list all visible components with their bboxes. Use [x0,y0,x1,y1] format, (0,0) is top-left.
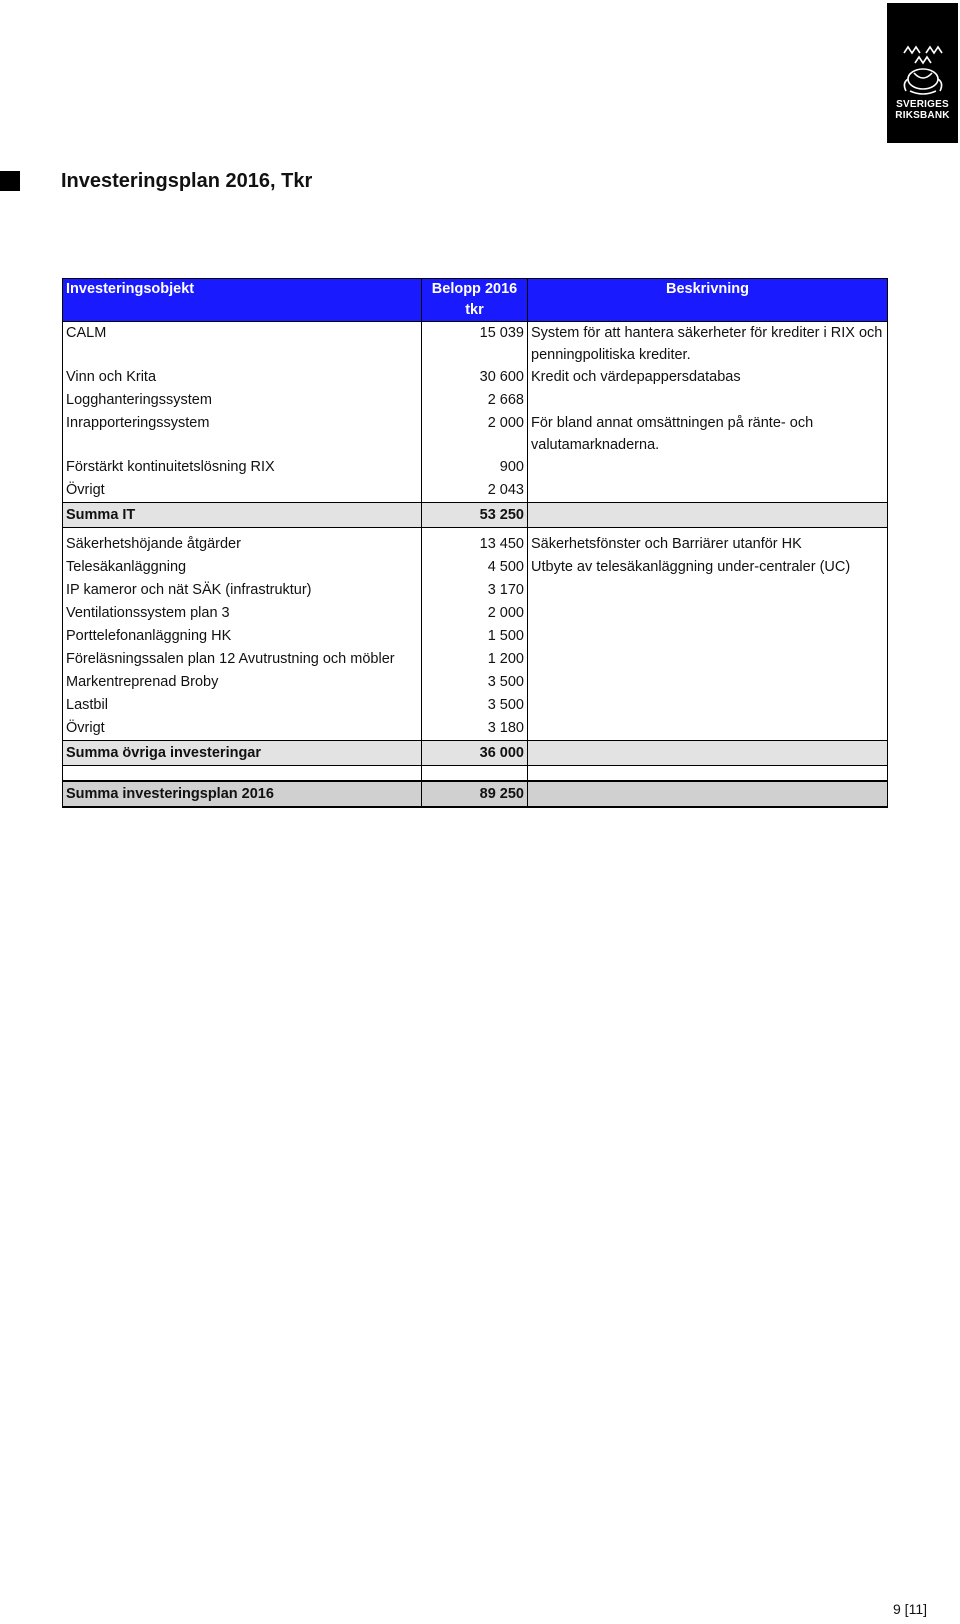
row-object: IP kameror och nät SÄK (infrastruktur) [63,579,422,602]
row-description [528,671,888,694]
row-amount: 3 500 [422,694,528,717]
row-object: Logghanteringssystem [63,389,422,412]
table-row [63,533,888,556]
logo-text-line1: SVERIGES [896,99,949,110]
row-description [528,694,888,717]
table-row [63,479,888,503]
table-row [63,389,888,412]
table-row [63,322,888,367]
row-description [528,717,888,741]
page-number: 9 [11] [893,1601,927,1617]
header-amount: Belopp 2016 tkr [422,279,528,322]
row-object: Övrigt [63,479,422,503]
total-description [528,781,888,807]
sum-it-row [63,503,888,528]
table-row [63,625,888,648]
row-amount: 2 000 [422,602,528,625]
row-amount: 2 668 [422,389,528,412]
total-row [63,781,888,807]
table-row [63,456,888,479]
row-description: Utbyte av telesäkanläggning under-centraler (UC) [528,556,888,579]
row-amount: 1 500 [422,625,528,648]
row-description [528,648,888,671]
row-object: Inrapporteringssystem [63,412,422,456]
total-label: Summa investeringsplan 2016 [63,781,422,807]
investment-table [62,278,888,808]
table-row [63,579,888,602]
sum-other-amount: 36 000 [422,741,528,766]
sum-other-row [63,741,888,766]
row-object: Föreläsningssalen plan 12 Avutrustning och möbler [63,648,422,671]
row-amount: 13 450 [422,533,528,556]
section-bullet [0,171,20,191]
row-object: Ventilationssystem plan 3 [63,602,422,625]
row-object: Telesäkanläggning [63,556,422,579]
row-description: Säkerhetsfönster och Barriärer utanför HK [528,533,888,556]
row-amount: 30 600 [422,366,528,389]
row-amount: 3 500 [422,671,528,694]
row-amount: 15 039 [422,322,528,367]
page-title: Investeringsplan 2016, Tkr [61,170,313,192]
row-description [528,389,888,412]
row-object: Övrigt [63,717,422,741]
sum-it-amount: 53 250 [422,503,528,528]
row-amount: 2 000 [422,412,528,456]
sum-it-label: Summa IT [63,503,422,528]
header-description: Beskrivning [528,279,888,322]
logo-text-line2: RIKSBANK [895,110,950,121]
row-object: Förstärkt kontinuitetslösning RIX [63,456,422,479]
row-object: Porttelefonanläggning HK [63,625,422,648]
row-description: System för att hantera säkerheter för krediter i RIX och penningpolitiska krediter. [528,322,888,367]
table-row [63,556,888,579]
header-object: Investeringsobjekt [63,279,422,322]
sum-other-description [528,741,888,766]
crown-emblem-icon [896,43,950,97]
row-amount: 4 500 [422,556,528,579]
blank-row [63,766,888,782]
riksbank-logo [887,3,958,143]
sum-other-label: Summa övriga investeringar [63,741,422,766]
row-object: Vinn och Krita [63,366,422,389]
row-description [528,602,888,625]
sum-it-description [528,503,888,528]
table-row [63,694,888,717]
row-amount: 1 200 [422,648,528,671]
row-amount: 3 170 [422,579,528,602]
row-object: Lastbil [63,694,422,717]
table-header-row [63,279,888,322]
table-row [63,648,888,671]
row-object: Markentreprenad Broby [63,671,422,694]
table-row [63,717,888,741]
row-amount: 2 043 [422,479,528,503]
row-description [528,479,888,503]
row-object: Säkerhetshöjande åtgärder [63,533,422,556]
total-amount: 89 250 [422,781,528,807]
row-description: Kredit och värdepappersdatabas [528,366,888,389]
row-description [528,579,888,602]
table-row [63,366,888,389]
row-amount: 3 180 [422,717,528,741]
row-object: CALM [63,322,422,367]
table-row [63,602,888,625]
table-row [63,671,888,694]
row-description [528,625,888,648]
row-description: För bland annat omsättningen på ränte- och valutamarknaderna. [528,412,888,456]
table-row [63,412,888,456]
row-description [528,456,888,479]
row-amount: 900 [422,456,528,479]
